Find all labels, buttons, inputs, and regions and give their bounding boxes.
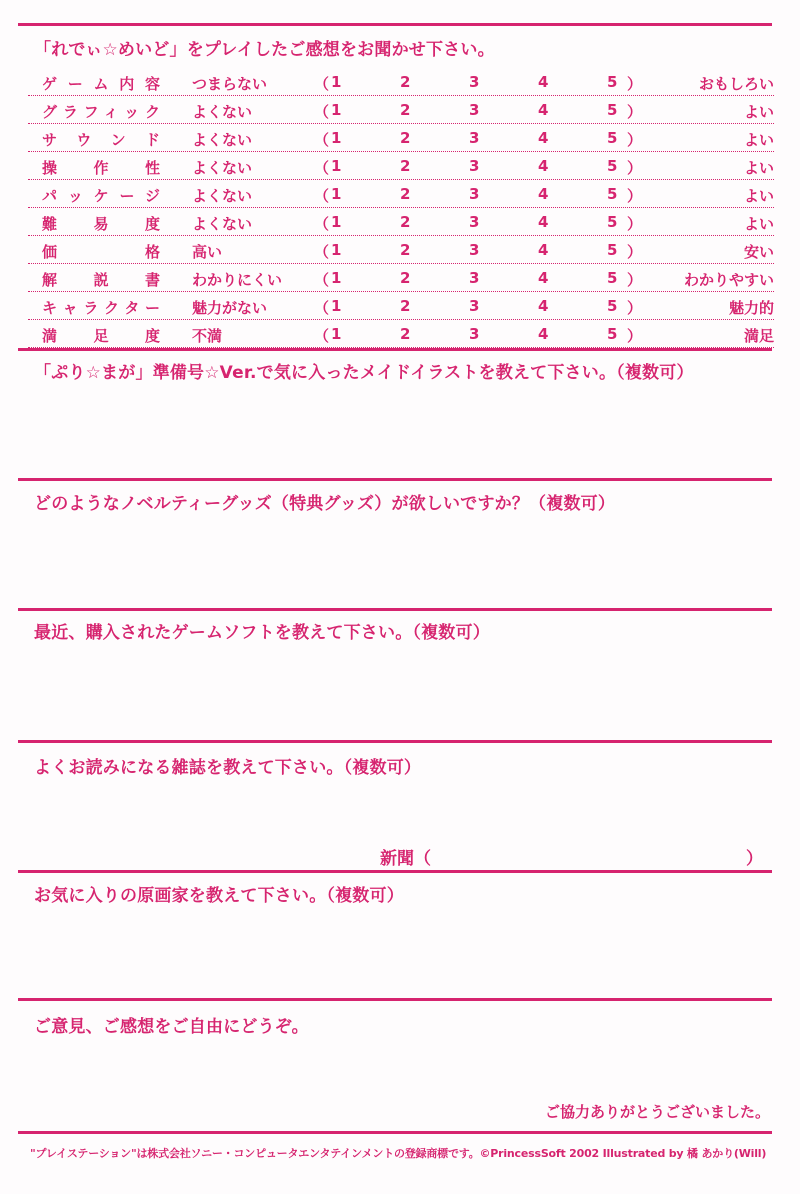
rating-option-5[interactable]: 5 [607,297,618,315]
rating-option-4[interactable]: 4 [538,129,549,147]
rating-option-4[interactable]: 4 [538,185,549,203]
rating-option-3[interactable]: 3 [469,185,480,203]
rating-row [28,292,774,320]
rating-option-4[interactable]: 4 [538,325,549,343]
rating-category: パッケージ [42,187,160,205]
rating-open-paren: （ [314,271,330,289]
section-rule-7 [18,998,772,1001]
rating-category: サウンド [42,131,160,149]
rating-close-paren: ） [627,327,643,345]
rating-row [28,264,774,292]
rating-high-label: よい [743,159,774,177]
rating-option-2[interactable]: 2 [400,241,411,259]
rating-high-label: 安い [743,243,774,261]
rating-open-paren: （ [314,243,330,261]
rating-option-3[interactable]: 3 [469,213,480,231]
rating-option-2[interactable]: 2 [400,157,411,175]
rating-option-3[interactable]: 3 [469,101,480,119]
rating-high-label: よい [743,103,774,121]
rating-open-paren: （ [314,215,330,233]
rating-option-1[interactable]: 1 [331,325,342,343]
rating-close-paren: ） [627,131,643,149]
rating-category: グラフィック [42,103,160,121]
rating-open-paren: （ [314,187,330,205]
rating-close-paren: ） [627,299,643,317]
rating-row [28,236,774,264]
rating-row [28,68,774,96]
question-2-heading: 「ぷり☆まが」準備号☆Ver.で気に入ったメイドイラストを教えて下さい。（複数可） [34,363,694,383]
rating-row [28,152,774,180]
rating-high-label: 魅力的 [728,299,774,317]
rating-category: 難易度 [42,215,160,233]
rating-open-paren: （ [314,103,330,121]
footer-rule [18,1131,772,1134]
rating-row [28,180,774,208]
rating-row [28,208,774,236]
rating-close-paren: ） [627,243,643,261]
rating-category: 満足度 [42,327,160,345]
rating-option-1[interactable]: 1 [331,157,342,175]
rating-high-label: よい [743,187,774,205]
rating-open-paren: （ [314,131,330,149]
rating-high-label: おもしろい [698,75,774,93]
rating-option-5[interactable]: 5 [607,241,618,259]
rating-category: 価格 [42,243,160,261]
rating-option-5[interactable]: 5 [607,325,618,343]
section-rule-4 [18,608,772,611]
question-3-heading: どのようなノベルティーグッズ（特典グッズ）が欲しいですか？（複数可） [34,494,616,514]
rating-option-5[interactable]: 5 [607,185,618,203]
rating-open-paren: （ [314,159,330,177]
rating-category: 操作性 [42,159,160,177]
rating-option-2[interactable]: 2 [400,185,411,203]
rating-close-paren: ） [627,103,643,121]
rating-option-2[interactable]: 2 [400,101,411,119]
rating-row [28,124,774,152]
rating-option-1[interactable]: 1 [331,101,342,119]
rating-open-paren: （ [314,299,330,317]
rating-low-label: 高い [192,243,223,261]
rating-option-5[interactable]: 5 [607,101,618,119]
rating-option-4[interactable]: 4 [538,101,549,119]
rating-high-label: わかりやすい [683,271,774,289]
rating-low-label: よくない [192,215,253,233]
rating-option-4[interactable]: 4 [538,213,549,231]
rating-high-label: よい [743,131,774,149]
rating-option-4[interactable]: 4 [538,157,549,175]
rating-low-label: よくない [192,103,253,121]
rating-category: ゲーム内容 [42,75,160,93]
rating-option-1[interactable]: 1 [331,129,342,147]
rating-low-label: つまらない [192,75,268,93]
trademark-footer: "プレイステーション"は株式会社ソニー・コンピュータエンタテインメントの登録商標です。©PrincessSoft 2002 Illustrated by 橘 あかり(Will) [30,1147,767,1160]
section-rule-2 [18,348,772,351]
rating-option-3[interactable]: 3 [469,297,480,315]
rating-low-label: よくない [192,159,253,177]
rating-option-4[interactable]: 4 [538,269,549,287]
rating-table [28,68,774,348]
rating-close-paren: ） [627,187,643,205]
rating-option-5[interactable]: 5 [607,269,618,287]
rating-option-5[interactable]: 5 [607,129,618,147]
rating-option-3[interactable]: 3 [469,157,480,175]
rating-option-1[interactable]: 1 [331,269,342,287]
rating-option-4[interactable]: 4 [538,241,549,259]
section-rule-6 [18,870,772,873]
question-7-heading: ご意見、ご感想をご自由にどうぞ。 [34,1017,309,1037]
rating-option-4[interactable]: 4 [538,297,549,315]
rating-close-paren: ） [627,271,643,289]
question-5-heading: よくお読みになる雑誌を教えて下さい。（複数可） [34,758,422,778]
newspaper-label: 新聞（ [380,849,431,869]
rating-option-3[interactable]: 3 [469,325,480,343]
rating-option-1[interactable]: 1 [331,213,342,231]
thanks-message: ご協力ありがとうございました。 [544,1103,770,1121]
question-4-heading: 最近、購入されたゲームソフトを教えて下さい。（複数可） [34,623,490,643]
newspaper-close-paren: ） [746,849,763,869]
rating-low-label: 不満 [192,327,223,345]
rating-low-label: わかりにくい [192,271,283,289]
rating-high-label: よい [743,215,774,233]
rating-close-paren: ） [627,159,643,177]
rating-option-1[interactable]: 1 [331,297,342,315]
rating-option-2[interactable]: 2 [400,297,411,315]
rating-option-2[interactable]: 2 [400,269,411,287]
rating-option-1[interactable]: 1 [331,241,342,259]
rating-category: 解説書 [42,271,160,289]
rating-close-paren: ） [627,75,643,93]
rating-option-3[interactable]: 3 [469,269,480,287]
rating-option-3[interactable]: 3 [469,73,480,91]
rating-option-2[interactable]: 2 [400,129,411,147]
rating-option-2[interactable]: 2 [400,213,411,231]
rating-option-1[interactable]: 1 [331,73,342,91]
top-rule [18,23,772,26]
rating-low-label: よくない [192,187,253,205]
rating-open-paren: （ [314,327,330,345]
question-1-heading: 「れでぃ☆めいど」をプレイしたご感想をお聞かせ下さい。 [34,40,495,60]
rating-close-paren: ） [627,215,643,233]
rating-high-label: 満足 [743,327,774,345]
rating-option-2[interactable]: 2 [400,73,411,91]
rating-option-3[interactable]: 3 [469,241,480,259]
rating-option-4[interactable]: 4 [538,73,549,91]
question-6-heading: お気に入りの原画家を教えて下さい。（複数可） [34,886,404,906]
rating-option-5[interactable]: 5 [607,157,618,175]
rating-category: キャラクター [42,299,160,317]
rating-option-5[interactable]: 5 [607,213,618,231]
rating-row [28,96,774,124]
section-rule-5 [18,740,772,743]
section-rule-3 [18,478,772,481]
rating-open-paren: （ [314,75,330,93]
rating-option-5[interactable]: 5 [607,73,618,91]
rating-option-2[interactable]: 2 [400,325,411,343]
rating-option-1[interactable]: 1 [331,185,342,203]
rating-low-label: よくない [192,131,253,149]
rating-row [28,320,774,348]
rating-option-3[interactable]: 3 [469,129,480,147]
rating-low-label: 魅力がない [192,299,268,317]
